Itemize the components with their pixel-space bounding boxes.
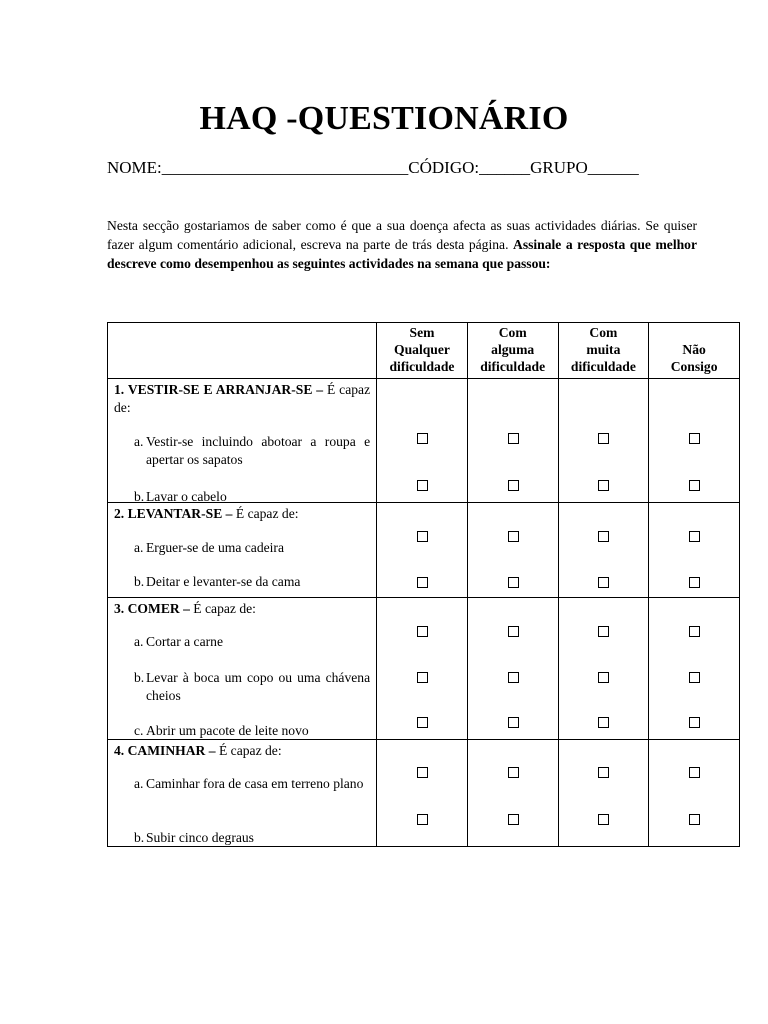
- section-title-bold: 3. COMER –: [114, 601, 190, 616]
- item-text: Lavar o cabelo: [146, 489, 227, 504]
- answer-cell: [558, 740, 649, 847]
- checkbox[interactable]: [689, 433, 700, 444]
- checkbox[interactable]: [417, 480, 428, 491]
- header-line: Sem: [409, 325, 435, 340]
- checkbox[interactable]: [689, 672, 700, 683]
- section-title-bold: 1. VESTIR-SE E ARRANJAR-SE –: [114, 382, 324, 397]
- checkbox[interactable]: [598, 433, 609, 444]
- checkbox[interactable]: [417, 531, 428, 542]
- header-line: muita: [586, 342, 621, 357]
- answer-cell: [649, 379, 740, 503]
- checkbox[interactable]: [598, 767, 609, 778]
- question-item: [108, 669, 376, 705]
- header-row: [108, 323, 740, 379]
- item-label: a.: [134, 434, 144, 449]
- item-text: Vestir-se incluindo abotoar a roupa e apertar os sapatos: [146, 434, 371, 467]
- checkbox[interactable]: [689, 531, 700, 542]
- header-line: Qualquer: [394, 342, 450, 357]
- checkbox[interactable]: [417, 626, 428, 637]
- section-question-cell: [108, 598, 377, 740]
- item-label: b.: [134, 670, 145, 685]
- header-no-difficulty: [377, 323, 468, 379]
- question-item: [108, 573, 376, 591]
- answer-cell: [377, 740, 468, 847]
- checkbox[interactable]: [417, 577, 428, 588]
- checkbox[interactable]: [689, 626, 700, 637]
- checkbox[interactable]: [689, 480, 700, 491]
- checkbox[interactable]: [598, 814, 609, 825]
- question-item: [108, 829, 376, 847]
- question-item: [108, 539, 376, 557]
- item-label: a.: [134, 776, 144, 791]
- answer-cell: [467, 503, 558, 598]
- item-label: a.: [134, 634, 144, 649]
- checkbox[interactable]: [598, 577, 609, 588]
- answer-cell: [377, 379, 468, 503]
- answer-cell: [649, 740, 740, 847]
- checkbox[interactable]: [598, 672, 609, 683]
- checkbox[interactable]: [689, 814, 700, 825]
- header-much-difficulty: [558, 323, 649, 379]
- section-title: [108, 503, 376, 523]
- section-title-bold: 2. LEVANTAR-SE –: [114, 506, 233, 521]
- answer-cell: [377, 598, 468, 740]
- haq-questionnaire-table: [107, 322, 740, 847]
- section-title: [108, 598, 376, 618]
- checkbox[interactable]: [508, 814, 519, 825]
- section-title: [108, 740, 376, 760]
- question-item: [108, 633, 376, 651]
- header-line: dificuldade: [389, 359, 455, 374]
- instructions-text: Nesta secção gostariamos de saber como é que a sua doença afecta as suas actividades diárias. Se quiser fazer algum comentário adicional, escreva na parte de trás desta página.: [107, 218, 697, 252]
- section-title-bold: 4. CAMINHAR –: [114, 743, 216, 758]
- answer-cell: [649, 598, 740, 740]
- checkbox[interactable]: [508, 531, 519, 542]
- header-line: Com: [498, 325, 527, 340]
- question-item: [108, 775, 376, 793]
- section-row-dressing: [108, 379, 740, 503]
- item-label: b.: [134, 489, 145, 504]
- answer-cell: [377, 503, 468, 598]
- section-question-cell: [108, 379, 377, 503]
- checkbox[interactable]: [508, 480, 519, 491]
- header-some-difficulty: [467, 323, 558, 379]
- identification-line[interactable]: NOME:_____________________________CÓDIGO:______GRUPO______: [107, 158, 639, 177]
- item-label: a.: [134, 540, 144, 555]
- checkbox[interactable]: [417, 814, 428, 825]
- answer-cell: [467, 598, 558, 740]
- header-question-column: [108, 323, 377, 379]
- header-line: Com: [589, 325, 618, 340]
- checkbox[interactable]: [598, 480, 609, 491]
- answer-cell: [467, 379, 558, 503]
- answer-cell: [558, 598, 649, 740]
- checkbox[interactable]: [417, 433, 428, 444]
- header-line: alguma: [491, 342, 535, 357]
- checkbox[interactable]: [598, 531, 609, 542]
- section-row-eating: [108, 598, 740, 740]
- section-row-rising: [108, 503, 740, 598]
- checkbox[interactable]: [417, 672, 428, 683]
- checkbox[interactable]: [508, 672, 519, 683]
- section-question-cell: [108, 503, 377, 598]
- answer-cell: [558, 379, 649, 503]
- answer-cell: [558, 503, 649, 598]
- item-label: b.: [134, 830, 145, 845]
- instructions-paragraph: [107, 216, 697, 273]
- checkbox[interactable]: [598, 626, 609, 637]
- item-label: b.: [134, 574, 145, 589]
- section-title-rest: É capaz de:: [189, 601, 256, 616]
- header-line: Consigo: [670, 359, 718, 374]
- item-text: Erguer-se de uma cadeira: [146, 540, 284, 555]
- checkbox[interactable]: [508, 433, 519, 444]
- item-text: Subir cinco degraus: [146, 830, 254, 845]
- header-line: dificuldade: [570, 359, 636, 374]
- item-text: Abrir um pacote de leite novo: [146, 723, 309, 738]
- item-text: Deitar e levanter-se da cama: [146, 574, 301, 589]
- header-unable: [649, 323, 740, 379]
- checkbox[interactable]: [689, 577, 700, 588]
- section-title-rest: É capaz de:: [114, 382, 371, 415]
- header-line: dificuldade: [480, 359, 546, 374]
- item-text: Levar à boca um copo ou uma chávena cheios: [146, 670, 371, 703]
- instructions-bold-text: Assinale a resposta que melhor descreve como desempenhou as seguintes actividades na semana que passou:: [107, 237, 697, 271]
- header-line: Não: [682, 342, 706, 357]
- section-question-cell: [108, 740, 377, 847]
- checkbox[interactable]: [689, 717, 700, 728]
- answer-cell: [467, 740, 558, 847]
- item-label: c.: [134, 723, 144, 738]
- checkbox[interactable]: [598, 717, 609, 728]
- checkbox[interactable]: [417, 717, 428, 728]
- checkbox[interactable]: [508, 717, 519, 728]
- section-title-rest: É capaz de:: [215, 743, 282, 758]
- checkbox[interactable]: [508, 626, 519, 637]
- checkbox[interactable]: [508, 767, 519, 778]
- page-title: HAQ -QUESTIONÁRIO: [199, 100, 569, 137]
- question-item: [108, 722, 376, 740]
- item-text: Caminhar fora de casa em terreno plano: [146, 776, 364, 791]
- section-row-walking: [108, 740, 740, 847]
- item-text: Cortar a carne: [146, 634, 223, 649]
- answer-cell: [649, 503, 740, 598]
- checkbox[interactable]: [689, 767, 700, 778]
- question-item: [108, 433, 376, 469]
- section-title-rest: É capaz de:: [232, 506, 299, 521]
- checkbox[interactable]: [417, 767, 428, 778]
- checkbox[interactable]: [508, 577, 519, 588]
- section-title: [108, 379, 376, 417]
